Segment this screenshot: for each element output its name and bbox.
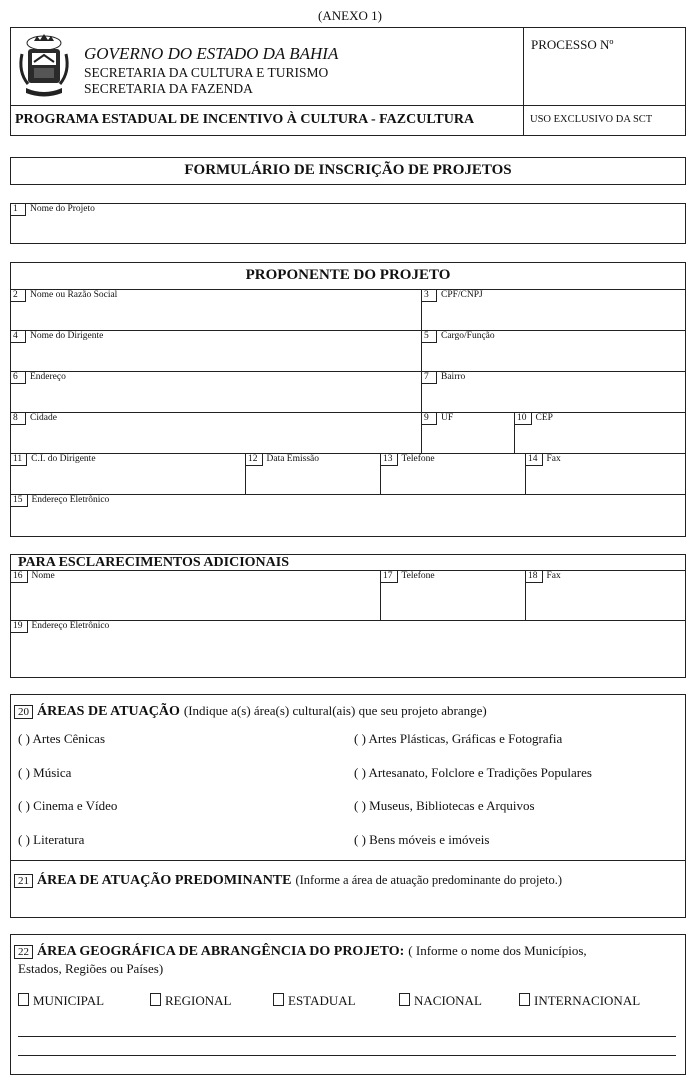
geo-option-nacional[interactable]: NACIONAL [399, 993, 482, 1009]
issue-date-field[interactable]: 12 Data Emissão [248, 454, 320, 464]
director-ci-field[interactable]: 11 C.I. do Dirigente [13, 454, 96, 464]
cep-field[interactable]: 10 CEP [517, 413, 553, 423]
area-option-visual-arts[interactable]: ( ) Artes Plásticas, Gráficas e Fotografia [354, 731, 563, 746]
geo-option-internacional[interactable]: INTERNACIONAL [519, 993, 640, 1009]
area-option-literature[interactable]: ( ) Literatura [18, 832, 85, 847]
area-option-museums-libraries[interactable]: ( ) Museus, Bibliotecas e Arquivos [354, 798, 535, 813]
email-field[interactable]: 15 Endereço Eletrônico [13, 495, 110, 505]
contact-email-field[interactable]: 19 Endereço Eletrônico [13, 621, 110, 631]
program-title: PROGRAMA ESTADUAL DE INCENTIVO À CULTURA - FAZCULTURA [15, 112, 475, 127]
geo-option-estadual[interactable]: ESTADUAL [273, 993, 356, 1009]
uf-field[interactable]: 9 UF [424, 413, 454, 423]
area-option-cinema-video[interactable]: ( ) Cinema e Vídeo [18, 798, 118, 813]
fax-field[interactable]: 14 Fax [528, 454, 561, 464]
process-number-label: PROCESSO Nº [531, 37, 614, 52]
proponent-section [10, 262, 686, 537]
predominant-header: 21 ÁREA DE ATUAÇÃO PREDOMINANTE (Informe a área de atuação predominante do projeto.) [14, 871, 562, 889]
checkbox-icon [18, 993, 29, 1006]
annex-label: (ANEXO 1) [318, 8, 382, 23]
area-option-music[interactable]: ( ) Música [18, 765, 72, 780]
form-title: FORMULÁRIO DE INSCRIÇÃO DE PROJETOS [184, 162, 512, 178]
geographic-instruction-cont: Estados, Regiões ou Países) [18, 961, 164, 976]
exclusive-use-label: USO EXCLUSIVO DA SCT [530, 114, 653, 125]
address-field[interactable]: 6 Endereço [13, 372, 66, 382]
secretariat-culture: SECRETARIA DA CULTURA E TURISMO [84, 65, 329, 80]
contact-phone-field[interactable]: 17 Telefone [383, 571, 435, 581]
phone-field[interactable]: 13 Telefone [383, 454, 435, 464]
secretariat-finance: SECRETARIA DA FAZENDA [84, 81, 253, 96]
director-name-field[interactable]: 4 Nome do Dirigente [13, 331, 104, 341]
geo-option-municipal[interactable]: MUNICIPAL [18, 993, 104, 1009]
government-title: GOVERNO DO ESTADO DA BAHIA [84, 44, 339, 63]
coat-of-arms-emblem [16, 32, 72, 100]
additional-section [10, 554, 686, 678]
contact-fax-field[interactable]: 18 Fax [528, 571, 561, 581]
position-field[interactable]: 5 Cargo/Função [424, 331, 495, 341]
proponent-name-field[interactable]: 2 Nome ou Razão Social [13, 290, 118, 300]
district-field[interactable]: 7 Bairro [424, 372, 466, 382]
area-option-heritage[interactable]: ( ) Bens móveis e imóveis [354, 832, 490, 847]
predominant-area-input[interactable] [14, 892, 682, 914]
areas-header: 20 ÁREAS DE ATUAÇÃO (Indique a(s) área(s) cultural(ais) que seu projeto abrange) [14, 702, 487, 720]
geographic-answer-line-1[interactable] [18, 1036, 676, 1037]
area-option-performing-arts[interactable]: ( ) Artes Cênicas [18, 731, 106, 746]
additional-title: PARA ESCLARECIMENTOS ADICIONAIS [18, 555, 289, 570]
geographic-header: 22 ÁREA GEOGRÁFICA DE ABRANGÊNCIA DO PROJETO: ( Informe o nome dos Municípios, [14, 942, 587, 960]
proponent-title: PROPONENTE DO PROJETO [245, 267, 451, 283]
geographic-answer-line-2[interactable] [18, 1055, 676, 1056]
cpf-cnpj-field[interactable]: 3 CPF/CNPJ [424, 290, 483, 300]
geo-option-regional[interactable]: REGIONAL [150, 993, 231, 1009]
checkbox-icon [399, 993, 410, 1006]
city-field[interactable]: 8 Cidade [13, 413, 57, 423]
checkbox-icon [519, 993, 530, 1006]
field-number: 1 [11, 204, 26, 216]
project-name-field[interactable] [10, 203, 686, 244]
project-name-label: Nome do Projeto [30, 204, 95, 214]
checkbox-icon [150, 993, 161, 1006]
checkbox-icon [273, 993, 284, 1006]
area-option-crafts-folklore[interactable]: ( ) Artesanato, Folclore e Tradições Populares [354, 765, 592, 780]
contact-name-field[interactable]: 16 Nome [13, 571, 55, 581]
